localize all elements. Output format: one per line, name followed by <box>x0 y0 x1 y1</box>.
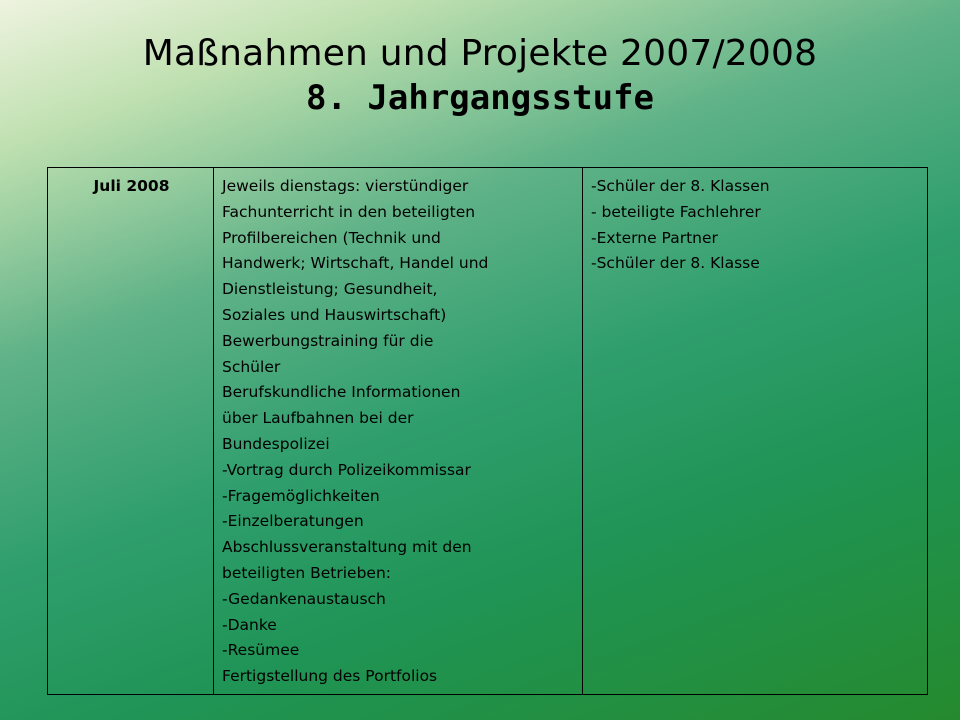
measures-line: Bewerbungstraining für die <box>222 331 434 350</box>
title-main: Maßnahmen und Projekte 2007/2008 <box>142 33 818 74</box>
measures-cell <box>214 168 583 695</box>
title-subtitle: 8. Jahrgangsstufe <box>306 78 654 118</box>
measures-table <box>47 167 928 695</box>
measures-line: über Laufbahnen bei der <box>222 409 414 428</box>
participants-line: -Schüler der 8. Klassen <box>591 177 770 195</box>
measures-line: -Einzelberatungen <box>222 512 364 531</box>
measures-line: beteiligten Betrieben: <box>222 563 391 582</box>
measures-line: Soziales und Hauswirtschaft) <box>222 305 447 324</box>
measures-line: -Fragemöglichkeiten <box>222 486 380 505</box>
measures-line: Fertigstellung des Portfolios <box>222 667 438 686</box>
measures-line: Jeweils dienstags: vierstündiger <box>222 177 469 195</box>
participants-line: - beteiligte Fachlehrer <box>591 202 761 221</box>
measures-line: -Danke <box>222 615 277 634</box>
measures-line: Profilbereichen (Technik und <box>222 228 441 247</box>
measures-line: Berufskundliche Informationen <box>222 383 461 402</box>
measures-line: Handwerk; Wirtschaft, Handel und <box>222 254 489 273</box>
participants-line: -Externe Partner <box>591 228 718 247</box>
slide-title <box>0 32 960 120</box>
measures-line: Fachunterricht in den beteiligten <box>222 202 476 221</box>
measures-line: Schüler <box>222 357 281 376</box>
measures-line: Abschlussveranstaltung mit den <box>222 538 472 557</box>
measures-line: -Resümee <box>222 641 300 660</box>
measures-line: -Gedankenaustausch <box>222 589 386 608</box>
participants-cell <box>583 168 928 695</box>
measures-line: -Vortrag durch Polizeikommissar <box>222 460 471 479</box>
measures-line: Dienstleistung; Gesundheit, <box>222 280 438 299</box>
table-row <box>48 168 928 695</box>
date-cell: Juli 2008 <box>48 168 214 695</box>
participants-line: -Schüler der 8. Klasse <box>591 254 760 273</box>
measures-line: Bundespolizei <box>222 434 330 453</box>
